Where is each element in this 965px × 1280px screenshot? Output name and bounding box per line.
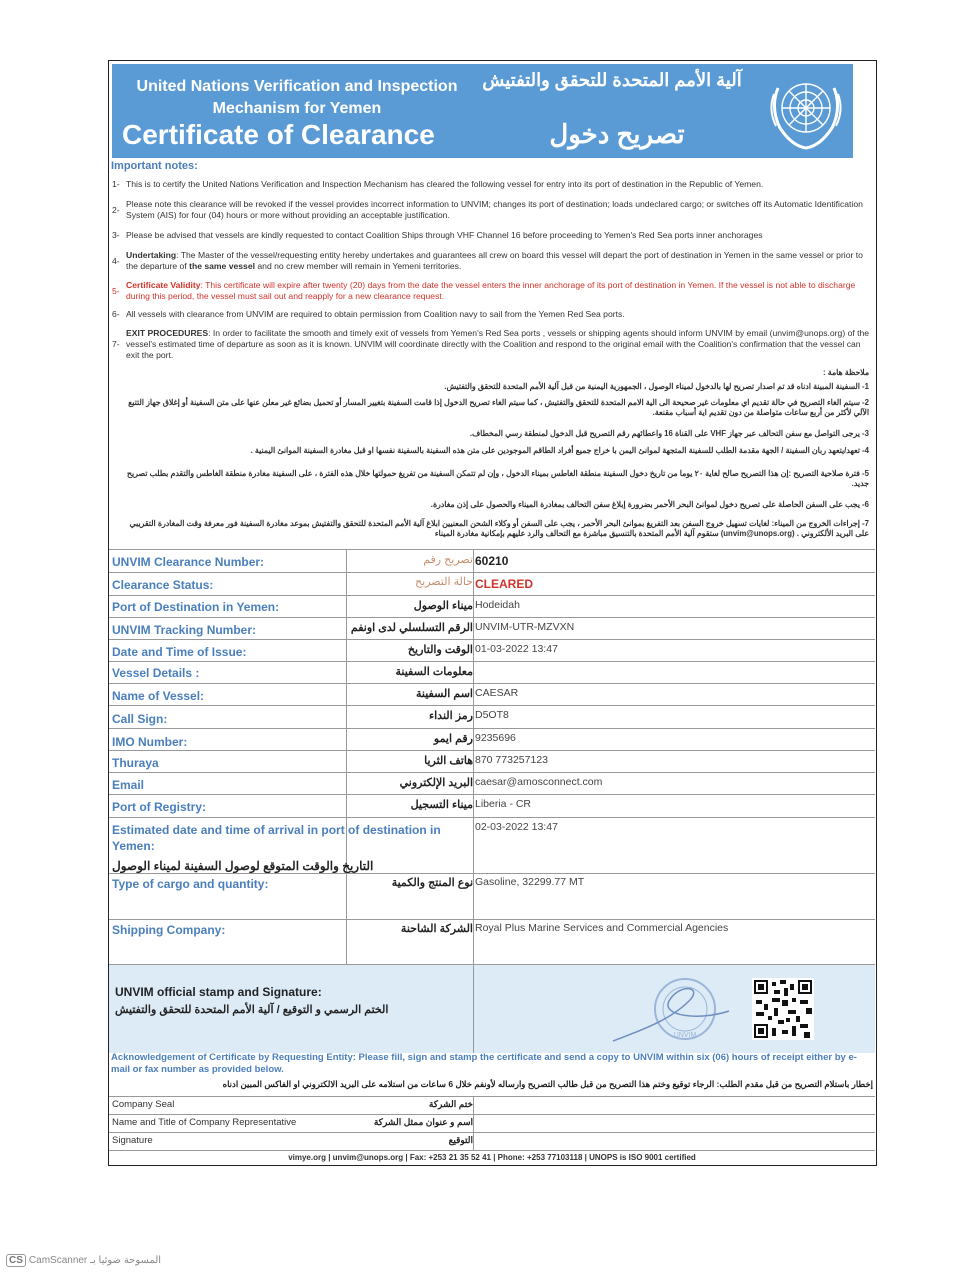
table-row: Port of Destination in Yemen: ميناء الوصول Hodeidah: [109, 595, 875, 617]
stamp-label-ar: الختم الرسمي و التوقيع / آلية الأمم المتحدة للتحقق والتفتيش: [115, 1004, 389, 1016]
note-item-ar: 2- سيتم الغاء التصريح في حالة تقديم اي معلومات غير صحيحة الى الية الامم المتحدة للتحقق والتفتيش ، كما سيتم الغاء تصريح الدخول إذا قامت السفينة بتغيير المسار أو تحميل بضائع غير معلن عنها على متن السفينة أو إغلاق جهاز التتبع الآلي لأكثر من أربع ساعات متواصلة من دون تقديم اية أسباب مقنعة.: [128, 398, 869, 417]
table-row: Vessel Details : معلومات السفينة: [109, 661, 875, 683]
table-row: Date and Time of Issue: الوقت والتاريخ 01-03-2022 13:47: [109, 639, 875, 661]
table-divider: [473, 1096, 474, 1150]
camscanner-logo-icon: CS: [6, 1254, 26, 1267]
table-row: IMO Number: رقم ايمو 9235696: [109, 728, 875, 750]
org-name-en: United Nations Verification and Inspection Mechanism for Yemen: [136, 78, 458, 117]
certificate-title-en: Certificate of Clearance: [122, 119, 435, 150]
note-item-ar: 6- يجب على السفن الحاصلة على تصريح دخول لموانئ البحر الأحمر بضرورة إبلاغ سفن التحالف بمغادرة الميناء والحصول على إذن مغادرة.: [430, 500, 869, 509]
svg-text:UNVIM: UNVIM: [673, 1032, 697, 1039]
status-badge: CLEARED: [475, 577, 534, 591]
table-row: Thuraya هاتف الثريا 870 773257123: [109, 750, 875, 772]
notes-title-ar: ملاحظة هامة :: [823, 368, 869, 377]
note-item-ar: 5- فترة صلاحية التصريح :إن هذا التصريح صالح لغاية ٢٠ يوما من تاريخ دخول السفينة منطقة الغاطس بميناء الدخول ، وإن لم تتمكن السفينة من تفريغ حمولتها خلال هذه الفترة ، على السفينة مغادرة منطقة الغاطس والتقدم بطلب تصريح جديد.: [126, 469, 869, 488]
table-row: Shipping Company: الشركة الشاحنة Royal Plus Marine Services and Commercial Agencies: [109, 919, 875, 965]
representative-row: Name and Title of Company Representative اسم و عنوان ممثل الشركة: [109, 1114, 875, 1132]
table-row: Clearance Status: حالة التصريح CLEARED: [109, 572, 875, 595]
stamp-label-en: UNVIM official stamp and Signature:: [115, 985, 322, 999]
document-footer: vimye.org | unvim@unops.org | Fax: +253 21 35 52 41 | Phone: +253 77103118 | UNOPS is ISO 9001 certified: [288, 1153, 696, 1162]
notes-title: Important notes:: [111, 160, 198, 172]
note-item-ar: 3- يرجى التواصل مع سفن التحالف عبر جهاز VHF على القناة 16 واعطائهم رقم التصريح قبل الدخول لمنطقة رسي المخطاف.: [469, 429, 869, 438]
table-row: Port of Registry: ميناء التسجيل Liberia - CR: [109, 794, 875, 817]
signature-row: Signature التوقيع: [109, 1132, 875, 1151]
acknowledgement-text: Acknowledgement of Certificate by Requesting Entity: Please fill, sign and stamp the certificate and send a copy to UNVIM within six (06) hours of receipt either by e-mail or fax number as provided below.: [111, 1052, 857, 1075]
certificate-document: United Nations Verification and Inspection Mechanism for Yemen Certificate of Clearance آلية الأمم المتحدة للتحقق والتفتيش تصريح دخول Important notes: 1- This is to certify the United Nations Verification and Inspection Mechanism has cleared the following vessel for entry into its port of destination in the Republic of Yemen. 2- Please note this clearance will be revoked if the vessel provides incorrect information to UNVIM; changes its port of destination; loads undeclared cargo; or switches off its Automatic Identification System (AIS) for four (04) hours or more without providing an acceptable justification. 3- Please be advised that vessels are kindly requested to contact Coalition Ships through VHF Channel 16 before proceeding to Yemen's Red Sea ports inner anchorages 4- Undertaking: The Master of the vessel/requesting entity hereby undertakes and guarantees all crew on board this vessel will depart the port of destination in Yemen in the same vessel or prior to the departure of the same vessel and no crew member will remain in Yemeni territories. 5- Certificate Validity: This certificate will expire after twenty (20) days from the date the vessel enters the inner anchorage of its port of destination in Yemen. If the vessel is not able to discharge during this period, the vessel must sail out and reapply for a new clearance request. 6- All vessels with clearance from UNVIM are required to obtain permission from Coalition navy to sail from the Yemen Red Sea ports. 7- EXIT PROCEDURES: In order to facilitate the smooth and timely exit of vessels from Yemen's Red Sea ports , vessels or shipping agents should inform UNVIM by email (unvim@unops.org) of the vessel's estimated time of departure as soon as it is known. UNVIM will coordinate directly with the Coalition and respond to the original email with the Coalition's confirmation that the vessel can exit the port. ملاحظة هامة : 1- السفينة المبينة ادناه قد تم اصدار تصريح لها بالدخول لميناء الوصول ، الجمهورية اليمنية من قبل آلية الأمم المتحدة للتحقق والتفتيش. 2- سيتم الغاء التصريح في حالة تقديم اي معلومات غير صحيحة الى الية الامم المتحدة للتحقق والتفتيش ، كما سيتم الغاء تصريح الدخول إذا قامت السفينة بتغيير المسار أو تحميل بضائع غير معلن عنها على متن السفينة أو إغلاق جهاز التتبع الآلي لأكثر من أربع ساعات متواصلة من دون تقديم اية أسباب مقنعة. 3- يرجى التواصل مع سفن التحالف عبر جهاز VHF على القناة 16 واعطائهم رقم التصريح قبل الدخول لمنطقة رسي المخطاف. 4- تعهد/يتعهد ربان السفينة / الجهة مقدمة الطلب للسفينة المتجهة لموانئ اليمن با خراج جميع أفراد الطاقم الموجودين على متن هذه السفينة بالسفينة نفسها او قبل مغادرة السفينة الموانئ اليمنية . 5- فترة صلاحية التصريح :إن هذا التصريح صالح لغاية ٢٠ يوما من تاريخ دخول السفينة منطقة الغاطس بميناء الدخول ، وإن لم تتمكن السفينة من تفريغ حمولتها خلال هذه الفترة ، على السفينة مغادرة منطقة الغاطس والتقدم بطلب تصريح جديد. 6- يجب على السفن الحاصلة على تصريح دخول لموانئ البحر الأحمر بضرورة إبلاغ سفن التحالف بمغادرة الميناء والحصول على إذن مغادرة. 7- إجراءات الخروج من الميناء: لغايات تسهيل خروج السفن بعد التفريغ بموانئ البحر الأحمر ، يجب على السفن أو وكلاء الشحن المعنيين ابلاغ آلية الأمم المتحدة للتحقق والتفتيش بموعد مغادرة السفينة فور معرفة وقت المغادرة التقريبي على البريد الألكتروني . (unvim@unops.org) ستقوم آلية الأمم المتحدة بالتنسيق مباشرة مع التحالف والرد عليهم بإمكانية مغادرة الميناء UNVIM Clearance Number: تصريح رقم 60210 Clearance Status: حالة التصريح CLEARED Port of Destination in Yemen: ميناء الوصول Hodeidah UNVIM Tracking Number: الرقم التسلسلي لدى اونفم UNVIM-UTR-MZVXN Date and Time of Issue: الوقت والتاريخ 01-03-2022 13:47 Vessel Details : معلومات السفينة Name of Vessel: اسم السفينة CAESAR Call Sign: رمز النداء D5OT8 IMO Number: رقم ايمو 9235696 Thuraya هاتف الثريا 870 773257123 Email البريد الإلكتروني caesar@amosconnect.com Port of Registry: ميناء التسجيل Liberia - CR Estimated date and time of arrival in port of destination in Yemen: 02-03-2022 13:47 التاريخ والوقت المتوقع لوصول السفينة لميناء الوصول Type of cargo and quantity: نوع المنتج والكمية Gasoline, 32299.77 MT Shipping Company: الشركة الشاحنة Royal Plus Marine Services and Commercial Agencies UNVIM official stamp and Signature: الختم الرسمي و التوقيع / آلية الأمم المتحدة للتحقق والتفتيش UNVIM Acknowledgement of Certificate by Requesting Entity: Please fill, sign and stamp the certificate and send a copy to UNVIM within six (06) hours of receipt either by e-mail or fax number as provided below. إخطار باستلام التصريح من قبل مقدم الطلب: الرجاء توقيع وختم هذا التصريح من قبل طالب التصريح وارساله لأونفم خلال 6 ساعات من استلامه على البريد الالكتروني او الفاكس المبين ادناه Company Seal ختم الشركة Name and Title of Company Representative اسم و عنوان ممثل الشركة Signature التوقيع vimye.org | unvim@unops.org | Fax: +253 21 35 52 41 | Phone: +253 77103118 | UNOPS is ISO 9001 certified: [108, 60, 877, 1166]
official-stamp-icon: [609, 971, 739, 1047]
note-item-ar: 7- إجراءات الخروج من الميناء: لغايات تسهيل خروج السفن بعد التفريغ بموانئ البحر الأحمر ، يجب على السفن أو وكلاء الشحن المعنيين ابلاغ آلية الأمم المتحدة للتحقق والتفتيش بموعد مغادرة السفينة فور معرفة وقت المغادرة التقريبي على البريد الألكتروني . (unvim@unops.org) ستقوم آلية الأمم المتحدة بالتنسيق مباشرة مع التحالف والرد عليهم بإمكانية مغادرة الميناء: [129, 519, 869, 538]
certificate-header: [112, 64, 853, 158]
qr-code-icon: [752, 978, 814, 1040]
table-row: UNVIM Tracking Number: الرقم التسلسلي لدى اونفم UNVIM-UTR-MZVXN: [109, 617, 875, 639]
official-stamp-section: [109, 964, 875, 1053]
acknowledgement-text-ar: إخطار باستلام التصريح من قبل مقدم الطلب: الرجاء توقيع وختم هذا التصريح من قبل طالب التصريح وارساله لأونفم خلال 6 ساعات من استلامه على البريد الالكتروني او الفاكس المبين ادناه: [222, 1079, 873, 1089]
org-name-ar: آلية الأمم المتحدة للتحقق والتفتيش: [482, 70, 742, 90]
table-row: Call Sign: رمز النداء D5OT8: [109, 705, 875, 728]
company-seal-row: Company Seal ختم الشركة: [109, 1096, 875, 1114]
table-row: Name of Vessel: اسم السفينة CAESAR: [109, 683, 875, 705]
table-row: Email البريد الإلكتروني caesar@amosconnect.com: [109, 772, 875, 794]
table-row: Type of cargo and quantity: نوع المنتج والكمية Gasoline, 32299.77 MT: [109, 873, 875, 919]
clearance-number: 60210: [475, 554, 509, 568]
note-item-ar: 4- تعهد/يتعهد ربان السفينة / الجهة مقدمة الطلب للسفينة المتجهة لموانئ اليمن با خراج جميع أفراد الطاقم الموجودين على متن هذه السفينة بالسفينة نفسها او قبل مغادرة السفينة الموانئ اليمنية .: [250, 446, 869, 455]
note-item-ar: 1- السفينة المبينة ادناه قد تم اصدار تصريح لها بالدخول لميناء الوصول ، الجمهورية اليمنية من قبل آلية الأمم المتحدة للتحقق والتفتيش.: [444, 382, 869, 391]
table-divider: [473, 965, 474, 1053]
camscanner-watermark: CS CamScanner المسوحة ضوئيا بـ: [6, 1254, 161, 1267]
un-emblem-icon: [762, 68, 850, 154]
table-row: UNVIM Clearance Number: تصريح رقم 60210: [109, 549, 875, 572]
certificate-title-ar: تصريح دخول: [549, 119, 685, 149]
table-row: Estimated date and time of arrival in port of destination in Yemen: 02-03-2022 13:47 التاريخ والوقت المتوقع لوصول السفينة لميناء الوصول: [109, 817, 875, 865]
